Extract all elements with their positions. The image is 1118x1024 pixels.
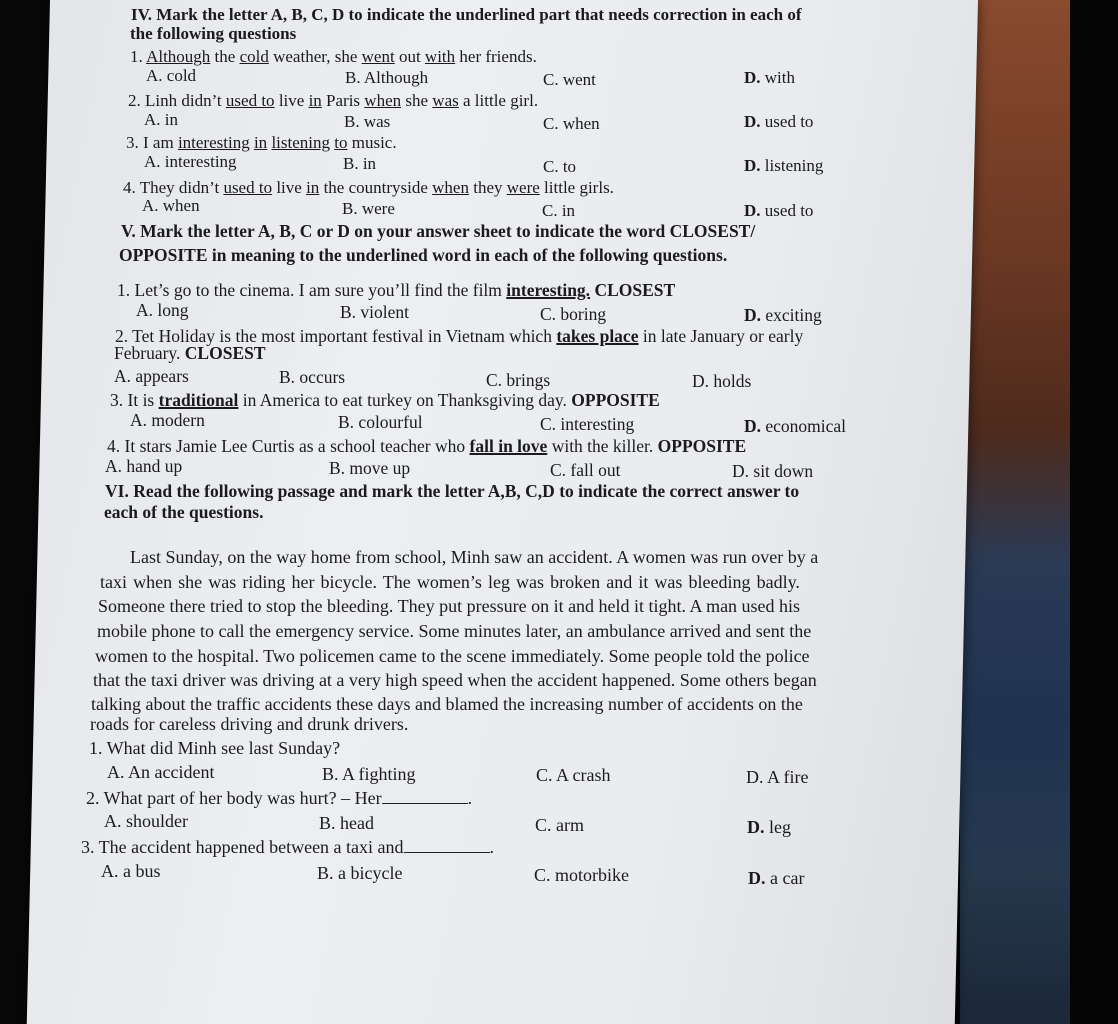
answer-blank bbox=[382, 789, 468, 804]
s5-q1-option-c: C. boring bbox=[540, 304, 607, 324]
s5-question-2: 2. Tet Holiday is the most important festival in Vietnam which takes place in late January or early bbox=[115, 326, 804, 346]
s5-q4-option-b: B. move up bbox=[329, 458, 411, 478]
s5-q1-option-d: D. exciting bbox=[744, 305, 822, 325]
passage-line-1: Last Sunday, on the way home from school, Minh saw an accident. A women was run over by a bbox=[130, 547, 819, 567]
s5-question-4: 4. It stars Jamie Lee Curtis as a school teacher who fall in love with the killer. OPPOSITE bbox=[107, 436, 747, 456]
s5-q2-option-d: D. holds bbox=[692, 371, 752, 391]
s5-question-3: 3. It is traditional in America to eat turkey on Thanksgiving day. OPPOSITE bbox=[110, 390, 660, 410]
s5-q1-option-a: A. long bbox=[136, 300, 189, 320]
s5-q2-option-b: B. occurs bbox=[279, 367, 346, 387]
passage-line-6: that the taxi driver was driving at a very high speed when the accident happened. Some others began bbox=[93, 670, 817, 690]
passage-line-4: mobile phone to call the emergency service. Some minutes later, an ambulance arrived and sent the bbox=[97, 621, 812, 641]
s6-q2-option-b: B. head bbox=[319, 813, 374, 833]
passage-line-8: roads for careless driving and drunk drivers. bbox=[90, 714, 409, 734]
section-4-title-line-2: the following questions bbox=[130, 24, 297, 43]
s6-question-1: 1. What did Minh see last Sunday? bbox=[89, 738, 341, 758]
s4-q3-option-c: C. to bbox=[543, 157, 577, 176]
s5-q3-option-d: D. economical bbox=[744, 416, 847, 436]
s4-q3-option-b: B. in bbox=[343, 154, 377, 173]
s5-q4-option-c: C. fall out bbox=[550, 460, 621, 480]
s4-q1-option-c: C. went bbox=[543, 70, 596, 89]
passage-line-2: taxi when she was riding her bicycle. The women’s leg was broken and it was bleeding badly. bbox=[100, 572, 800, 592]
s4-q3-option-d: D. listening bbox=[744, 156, 824, 175]
s6-q1-option-a: A. An accident bbox=[107, 762, 215, 782]
s5-q4-option-d: D. sit down bbox=[732, 461, 814, 481]
section-6-title-line-1: VI. Read the following passage and mark the letter A,B, C,D to indicate the correct answer to bbox=[105, 481, 800, 501]
s6-q1-option-d: D. A fire bbox=[746, 767, 809, 787]
s6-q3-option-d: D. a car bbox=[748, 868, 805, 888]
s4-question-2: 2. Linh didn’t used to live in Paris when she was a little girl. bbox=[128, 91, 539, 110]
s4-q1-option-a: A. cold bbox=[146, 66, 197, 85]
passage-line-7: talking about the traffic accidents these days and blamed the increasing number of accidents on the bbox=[91, 694, 803, 714]
s5-q3-option-a: A. modern bbox=[130, 410, 205, 430]
s4-question-1: 1. Although the cold weather, she went out with her friends. bbox=[130, 47, 537, 66]
s5-question-2-cont: February. CLOSEST bbox=[114, 343, 266, 363]
s4-q2-option-c: C. when bbox=[543, 114, 600, 133]
section-5-title-line-2: OPPOSITE in meaning to the underlined word in each of the following questions. bbox=[119, 245, 728, 265]
s4-q1-option-d: D. with bbox=[744, 68, 796, 87]
s6-q2-option-c: C. arm bbox=[535, 815, 584, 835]
s6-q1-option-b: B. A fighting bbox=[322, 764, 416, 784]
s6-question-3: 3. The accident happened between a taxi and . bbox=[81, 837, 495, 857]
s6-q1-option-c: C. A crash bbox=[536, 765, 611, 785]
section-6-title-line-2: each of the questions. bbox=[104, 502, 264, 522]
s6-q3-option-b: B. a bicycle bbox=[317, 863, 403, 883]
s4-q2-option-a: A. in bbox=[144, 110, 178, 129]
s5-q3-option-c: C. interesting bbox=[540, 414, 635, 434]
s6-q3-option-c: C. motorbike bbox=[534, 865, 629, 885]
s6-q2-option-d: D. leg bbox=[747, 817, 791, 837]
s5-q1-option-b: B. violent bbox=[340, 302, 410, 322]
s4-q1-option-b: B. Although bbox=[345, 68, 429, 87]
s5-q4-option-a: A. hand up bbox=[105, 456, 183, 476]
s4-q4-option-a: A. when bbox=[142, 196, 200, 215]
s4-q4-option-c: C. in bbox=[542, 201, 576, 220]
s5-q3-option-b: B. colourful bbox=[338, 412, 423, 432]
s6-q2-option-a: A. shoulder bbox=[104, 811, 188, 831]
s4-q3-option-a: A. interesting bbox=[144, 152, 237, 171]
s6-q3-option-a: A. a bus bbox=[101, 861, 161, 881]
section-4-title-line-1: IV. Mark the letter A, B, C, D to indicate the underlined part that needs correction in each of bbox=[131, 5, 802, 24]
s4-q2-option-d: D. used to bbox=[744, 112, 814, 131]
passage-line-3: Someone there tried to stop the bleeding. They put pressure on it and held it tight. A man used his bbox=[98, 596, 801, 616]
s6-question-2: 2. What part of her body was hurt? – Her . bbox=[86, 788, 473, 808]
s4-q4-option-b: B. were bbox=[342, 199, 395, 218]
s5-q2-option-c: C. brings bbox=[486, 370, 551, 390]
answer-blank bbox=[404, 838, 490, 853]
s5-q2-option-a: A. appears bbox=[114, 366, 189, 386]
s4-q4-option-d: D. used to bbox=[744, 201, 814, 220]
s4-q2-option-b: B. was bbox=[344, 112, 391, 131]
s4-question-3: 3. I am interesting in listening to music. bbox=[126, 133, 397, 152]
section-5-title-line-1: V. Mark the letter A, B, C or D on your answer sheet to indicate the word CLOSEST/ bbox=[121, 221, 756, 241]
s4-question-4: 4. They didn’t used to live in the countryside when they were little girls. bbox=[123, 178, 614, 197]
passage-line-5: women to the hospital. Two policemen came to the scene immediately. Some people told the police bbox=[95, 646, 810, 666]
s5-question-1: 1. Let’s go to the cinema. I am sure you’ll find the film interesting. CLOSEST bbox=[117, 280, 676, 300]
